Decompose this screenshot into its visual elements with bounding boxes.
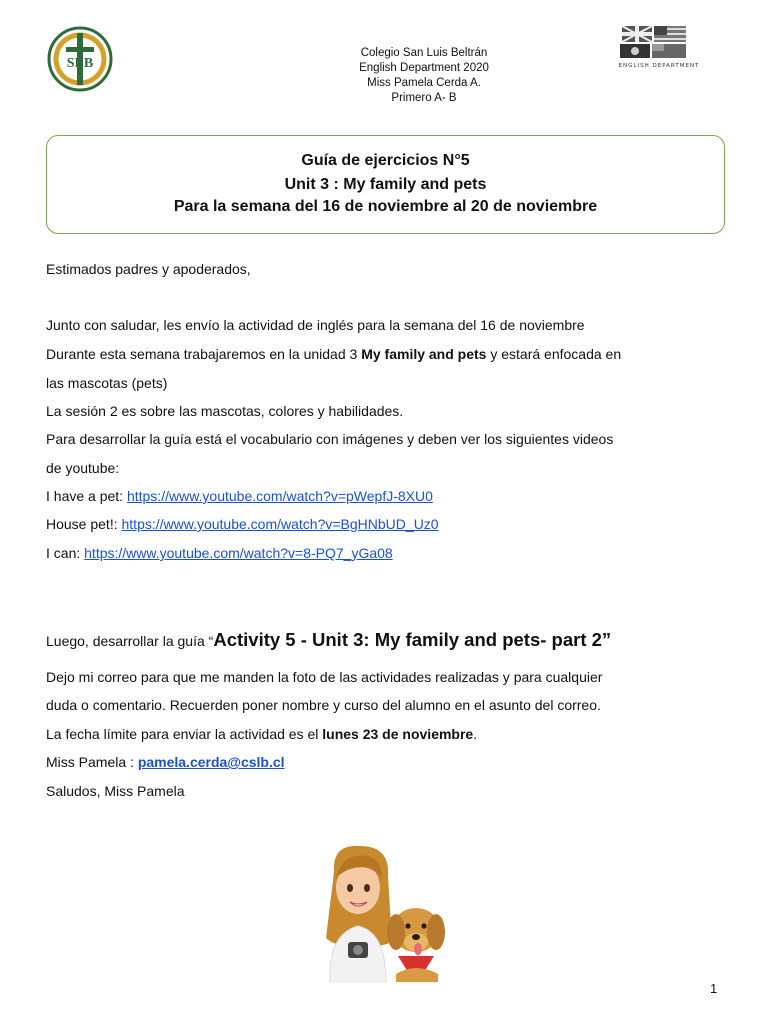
- english-department-caption: ENGLISH DEPARTMENT: [618, 63, 700, 69]
- video-link-i-have-a-pet[interactable]: https://www.youtube.com/watch?v=pWepfJ-8XU0: [126, 488, 433, 504]
- video-label: House pet!:: [46, 516, 122, 532]
- video-line: [46, 545, 393, 561]
- unit-paragraph-cont: las mascotas (pets): [46, 375, 168, 391]
- closing: Saludos, Miss Pamela: [46, 783, 185, 799]
- activity-quote-close: ”: [601, 629, 612, 650]
- school-logo-text: SLB: [66, 56, 94, 71]
- video-line: [46, 516, 439, 532]
- document-header: [300, 46, 548, 106]
- activity-title: Activity 5 - Unit 3: My family and pets- part 2: [213, 629, 602, 650]
- department-name: English Department 2020: [359, 62, 489, 74]
- deadline-date: lunes 23 de noviembre: [322, 726, 474, 742]
- teacher-email-link[interactable]: pamela.cerda@cslb.cl: [137, 754, 285, 770]
- deadline-period: .: [473, 726, 478, 742]
- video-line: [46, 488, 433, 504]
- unit-paragraph-start: Durante esta semana trabajaremos en la unidad 3: [46, 346, 362, 362]
- video-label: I have a pet:: [46, 488, 127, 504]
- video-label: I can:: [46, 545, 85, 561]
- email-paragraph-cont: duda o comentario. Recuerden poner nombre y curso del alumno en el asunto del correo.: [46, 697, 601, 713]
- unit-title: Unit 3 : My family and pets: [284, 176, 487, 193]
- week-range: Para la semana del 16 de noviembre al 20 de noviembre: [173, 198, 598, 215]
- email-label: Miss Pamela :: [46, 754, 138, 770]
- intro-paragraph: Junto con saludar, les envío la actividad de inglés para la semana del 16 de noviembre: [46, 317, 585, 333]
- english-department-logo: [598, 24, 720, 70]
- guide-number: Guía de ejercicios N°5: [301, 152, 470, 169]
- video-link-house-pet[interactable]: https://www.youtube.com/watch?v=BgHNbUD_Uz0: [121, 516, 439, 532]
- unit-name: My family and pets: [361, 346, 487, 362]
- deadline-paragraph: [46, 726, 477, 742]
- videos-paragraph: Para desarrollar la guía está el vocabulario con imágenes y deben ver los siguientes videos: [46, 431, 614, 447]
- video-link-i-can[interactable]: https://www.youtube.com/watch?v=8-PQ7_yGa08: [84, 545, 393, 561]
- activity-paragraph: [46, 629, 611, 651]
- activity-intro: Luego, desarrollar la guía “: [46, 633, 214, 649]
- course-name: Primero A- B: [391, 92, 457, 104]
- email-paragraph: Dejo mi correo para que me manden la foto de las actividades realizadas y para cualquier: [46, 669, 603, 685]
- email-line: [46, 754, 285, 770]
- session-paragraph: La sesión 2 es sobre las mascotas, colores y habilidades.: [46, 403, 404, 419]
- page-number: 1: [710, 981, 718, 996]
- greeting: Estimados padres y apoderados,: [46, 261, 251, 277]
- guide-title-box: [46, 135, 725, 234]
- school-name: Colegio San Luis Beltrán: [360, 47, 488, 59]
- unit-paragraph: [46, 346, 621, 362]
- school-logo: [46, 25, 114, 93]
- teacher-avatar-with-dog-image: [312, 842, 452, 982]
- unit-paragraph-end: y estará enfocada en: [486, 346, 622, 362]
- videos-paragraph-cont: de youtube:: [46, 460, 120, 476]
- teacher-name: Miss Pamela Cerda A.: [367, 77, 481, 89]
- deadline-intro: La fecha límite para enviar la actividad es el: [46, 726, 323, 742]
